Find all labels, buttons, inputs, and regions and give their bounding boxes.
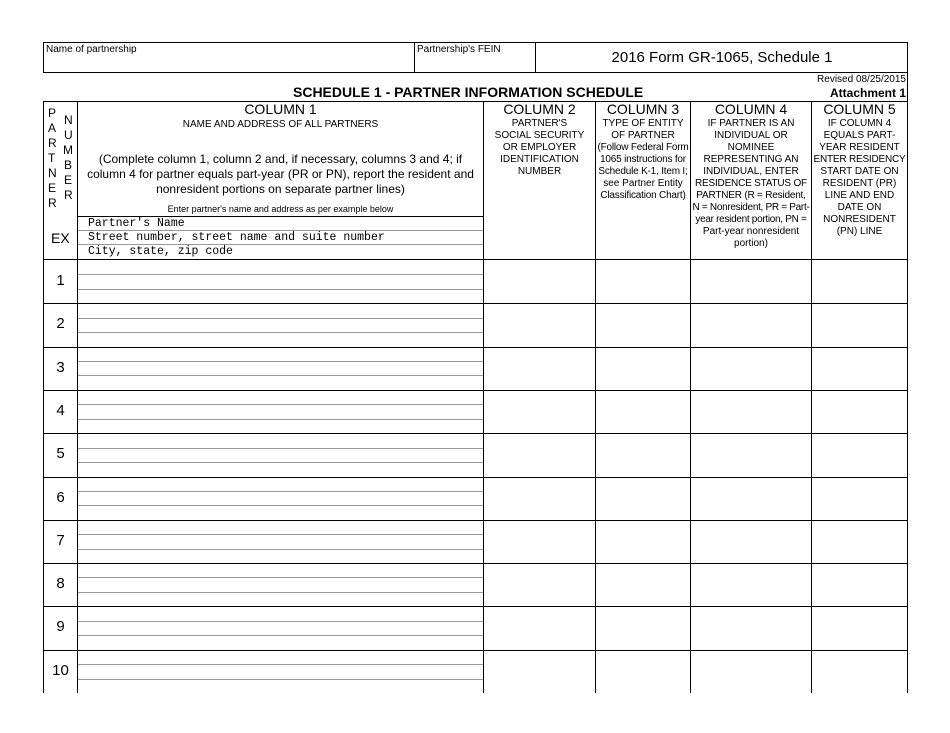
residence-status-field[interactable]	[691, 477, 811, 519]
address-line-rule	[78, 635, 483, 636]
partner-letter: N	[48, 166, 57, 180]
entity-type-field[interactable]	[596, 390, 690, 432]
col5-line: RESIDENT (PR)	[822, 178, 897, 189]
partner-letter: T	[48, 151, 56, 165]
row-number: 4	[56, 401, 65, 419]
partner-street-field[interactable]	[78, 318, 483, 331]
attachment-label: Attachment 1	[829, 86, 906, 100]
residence-status-field[interactable]	[691, 260, 811, 302]
partner-name-field[interactable]	[78, 260, 483, 273]
header-bottom-border	[43, 72, 908, 73]
number-letter: R	[64, 188, 73, 202]
partner-name-field[interactable]	[78, 303, 483, 316]
partner-id-field[interactable]	[484, 260, 595, 302]
residence-status-field[interactable]	[691, 347, 811, 389]
address-line-rule	[78, 404, 483, 405]
col1-instruction-line: (Complete column 1, column 2 and, if necessary, columns 3 and 4; if	[98, 152, 463, 166]
col2-line: IDENTIFICATION	[500, 154, 579, 165]
row-number: 3	[56, 358, 65, 376]
col4-line: year resident portion, PN =	[695, 214, 807, 225]
partner-letter: P	[48, 106, 57, 120]
number-letter: N	[64, 113, 73, 127]
col5-line: START DATE ON	[820, 166, 899, 177]
partner-city-field[interactable]	[78, 332, 483, 345]
col5-line: NONRESIDENT	[823, 214, 896, 225]
partner-street-field[interactable]	[78, 621, 483, 634]
entity-type-field[interactable]	[596, 650, 690, 692]
residency-dates-field[interactable]	[812, 650, 907, 692]
partner-city-field[interactable]	[78, 375, 483, 388]
partner-id-field[interactable]	[484, 477, 595, 519]
partner-street-field[interactable]	[78, 534, 483, 547]
residency-dates-field[interactable]	[812, 347, 907, 389]
partnership-name-field[interactable]	[45, 56, 413, 71]
row-number: 5	[56, 445, 65, 463]
col2-line: PARTNER'S	[511, 118, 568, 129]
address-line-rule	[78, 664, 483, 665]
partner-city-field[interactable]	[78, 419, 483, 432]
number-letter: U	[64, 128, 73, 142]
residency-dates-field[interactable]	[812, 260, 907, 302]
address-line-rule	[78, 332, 483, 333]
partner-street-field[interactable]	[78, 361, 483, 374]
residence-status-field[interactable]	[691, 520, 811, 562]
address-line-rule	[78, 361, 483, 362]
entity-type-field[interactable]	[596, 563, 690, 605]
col2-line: NUMBER	[517, 166, 562, 177]
example-street-address: Street number, street name and suite number	[88, 231, 385, 244]
partner-city-field[interactable]	[78, 592, 483, 605]
entity-type-field[interactable]	[596, 347, 690, 389]
residency-dates-field[interactable]	[812, 563, 907, 605]
address-line-rule	[78, 534, 483, 535]
address-line-rule	[78, 549, 483, 550]
residence-status-field[interactable]	[691, 303, 811, 345]
partner-letter: R	[48, 196, 57, 210]
number-letter: E	[64, 173, 73, 187]
partner-street-field[interactable]	[78, 404, 483, 417]
partner-city-field[interactable]	[78, 462, 483, 475]
partner-letter: R	[48, 136, 57, 150]
residency-dates-field[interactable]	[812, 303, 907, 345]
col5-line: IF COLUMN 4	[827, 118, 892, 129]
col4-line: Part-year nonresident	[702, 226, 800, 237]
partner-letter: A	[48, 121, 57, 135]
partner-id-field[interactable]	[484, 606, 595, 648]
residency-dates-field[interactable]	[812, 390, 907, 432]
col5-line: ENTER RESIDENCY	[813, 154, 906, 165]
table-left-border	[43, 101, 44, 693]
partner-id-field[interactable]	[484, 303, 595, 345]
entity-type-field[interactable]	[596, 477, 690, 519]
partner-id-field[interactable]	[484, 563, 595, 605]
partner-id-field[interactable]	[484, 347, 595, 389]
col3-line: 1065 instructions for	[600, 154, 686, 165]
col3-line: TYPE OF ENTITY	[602, 118, 684, 129]
col4-title: COLUMN 4	[714, 101, 788, 117]
partnership-fein-label: Partnership's FEIN	[417, 44, 501, 55]
address-line-rule	[78, 505, 483, 506]
entity-type-field[interactable]	[596, 303, 690, 345]
residence-status-field[interactable]	[691, 606, 811, 648]
col3-line: Classification Chart)	[600, 190, 686, 201]
address-line-rule	[78, 448, 483, 449]
col3-line: see Partner Entity	[603, 178, 683, 189]
address-line-rule	[78, 289, 483, 290]
partner-name-field[interactable]	[78, 563, 483, 576]
partner-id-field[interactable]	[484, 390, 595, 432]
partner-street-field[interactable]	[78, 664, 483, 677]
col1-title: COLUMN 1	[244, 101, 317, 117]
partner-name-field[interactable]	[78, 477, 483, 490]
partner-street-field[interactable]	[78, 491, 483, 504]
partner-letter: E	[48, 181, 57, 195]
partner-id-field[interactable]	[484, 520, 595, 562]
header-left-border	[43, 42, 44, 73]
example-partner-name: Partner's Name	[88, 217, 185, 230]
partner-city-field[interactable]	[78, 289, 483, 302]
col4-line: PARTNER (R = Resident,	[696, 190, 806, 201]
col1-instruction-line: column 4 for partner equals part-year (PR or PN), report the resident and	[87, 167, 474, 181]
partner-street-field[interactable]	[78, 274, 483, 287]
entity-type-field[interactable]	[596, 606, 690, 648]
partner-id-field[interactable]	[484, 433, 595, 475]
residency-dates-field[interactable]	[812, 477, 907, 519]
col1-subtitle: NAME AND ADDRESS OF ALL PARTNERS	[182, 119, 379, 130]
col5-line: DATE ON	[837, 202, 882, 213]
residency-dates-field[interactable]	[812, 433, 907, 475]
partner-name-field[interactable]	[78, 433, 483, 446]
col3-line: (Follow Federal Form	[597, 142, 689, 153]
entity-type-field[interactable]	[596, 520, 690, 562]
number-letter: B	[64, 158, 73, 172]
col4-line: INDIVIDUAL OR	[714, 130, 788, 141]
entity-type-field[interactable]	[596, 433, 690, 475]
header-right-border	[907, 42, 908, 693]
entity-type-field[interactable]	[596, 260, 690, 302]
revised-date: Revised 08/25/2015	[817, 74, 906, 85]
address-line-rule	[78, 419, 483, 420]
col5-line: LINE AND END	[824, 190, 895, 201]
partner-street-field[interactable]	[78, 448, 483, 461]
partner-city-field[interactable]	[78, 679, 483, 692]
row-number: 8	[56, 575, 65, 593]
row-number: 6	[56, 488, 65, 506]
address-line-rule	[78, 621, 483, 622]
schedule-title: SCHEDULE 1 - PARTNER INFORMATION SCHEDULE	[293, 84, 644, 100]
col4-line: N = Nonresident, PR = Part-	[692, 202, 810, 213]
col5-title: COLUMN 5	[823, 101, 896, 117]
col2-line: OR EMPLOYER	[502, 142, 577, 153]
partner-city-field[interactable]	[78, 635, 483, 648]
col4-line: INDIVIDUAL, ENTER	[703, 166, 799, 177]
col4-line: REPRESENTING AN	[703, 154, 799, 165]
residence-status-field[interactable]	[691, 563, 811, 605]
number-letter: M	[63, 143, 73, 157]
col3-line: Schedule K-1, Item I;	[598, 166, 688, 177]
residency-dates-field[interactable]	[812, 520, 907, 562]
row-number: 10	[52, 661, 69, 679]
address-line-rule	[78, 274, 483, 275]
col1-instruction-line: nonresident portions on separate partner lines)	[156, 182, 405, 196]
row-number: 1	[56, 272, 65, 289]
partner-name-field[interactable]	[78, 390, 483, 403]
row-number: 2	[56, 315, 65, 333]
row-number: 7	[56, 531, 65, 549]
address-line-rule	[78, 318, 483, 319]
partner-name-field[interactable]	[78, 650, 483, 663]
col1-example-note: Enter partner's name and address as per example below	[167, 204, 394, 214]
residence-status-field[interactable]	[691, 390, 811, 432]
col2-title: COLUMN 2	[503, 101, 576, 117]
address-line-rule	[78, 462, 483, 463]
example-city-state-zip: City, state, zip code	[88, 245, 233, 258]
partnership-name-label: Name of partnership	[46, 44, 137, 55]
col5-line: (PN) LINE	[836, 226, 883, 237]
col4-line: IF PARTNER IS AN	[707, 118, 795, 129]
address-line-rule	[78, 592, 483, 593]
col5-line: YEAR RESIDENT	[819, 142, 900, 153]
col3-line: OF PARTNER	[611, 130, 675, 141]
partner-name-field[interactable]	[78, 606, 483, 619]
row-number: 9	[56, 618, 65, 636]
form-title: 2016 Form GR-1065, Schedule 1	[611, 49, 833, 66]
partner-name-field[interactable]	[78, 347, 483, 360]
col5-line: EQUALS PART-	[823, 130, 896, 141]
col2-line: SOCIAL SECURITY	[494, 130, 585, 141]
address-line-rule	[78, 375, 483, 376]
partner-id-field[interactable]	[484, 650, 595, 692]
example-label: EX	[51, 230, 70, 246]
header-top-border	[43, 42, 908, 43]
partner-city-field[interactable]	[78, 505, 483, 518]
partner-name-field[interactable]	[78, 520, 483, 533]
address-line-rule	[78, 679, 483, 680]
residency-dates-field[interactable]	[812, 606, 907, 648]
header-divider-1	[414, 42, 415, 73]
partner-street-field[interactable]	[78, 578, 483, 591]
residence-status-field[interactable]	[691, 433, 811, 475]
col4-line: RESIDENCE STATUS OF	[695, 178, 807, 189]
partner-city-field[interactable]	[78, 549, 483, 562]
address-line-rule	[78, 491, 483, 492]
partnership-fein-field[interactable]	[416, 56, 534, 71]
col3-title: COLUMN 3	[606, 101, 680, 117]
col4-line: portion)	[734, 238, 768, 249]
residence-status-field[interactable]	[691, 650, 811, 692]
address-line-rule	[78, 577, 483, 578]
col4-line: NOMINEE	[727, 142, 775, 153]
